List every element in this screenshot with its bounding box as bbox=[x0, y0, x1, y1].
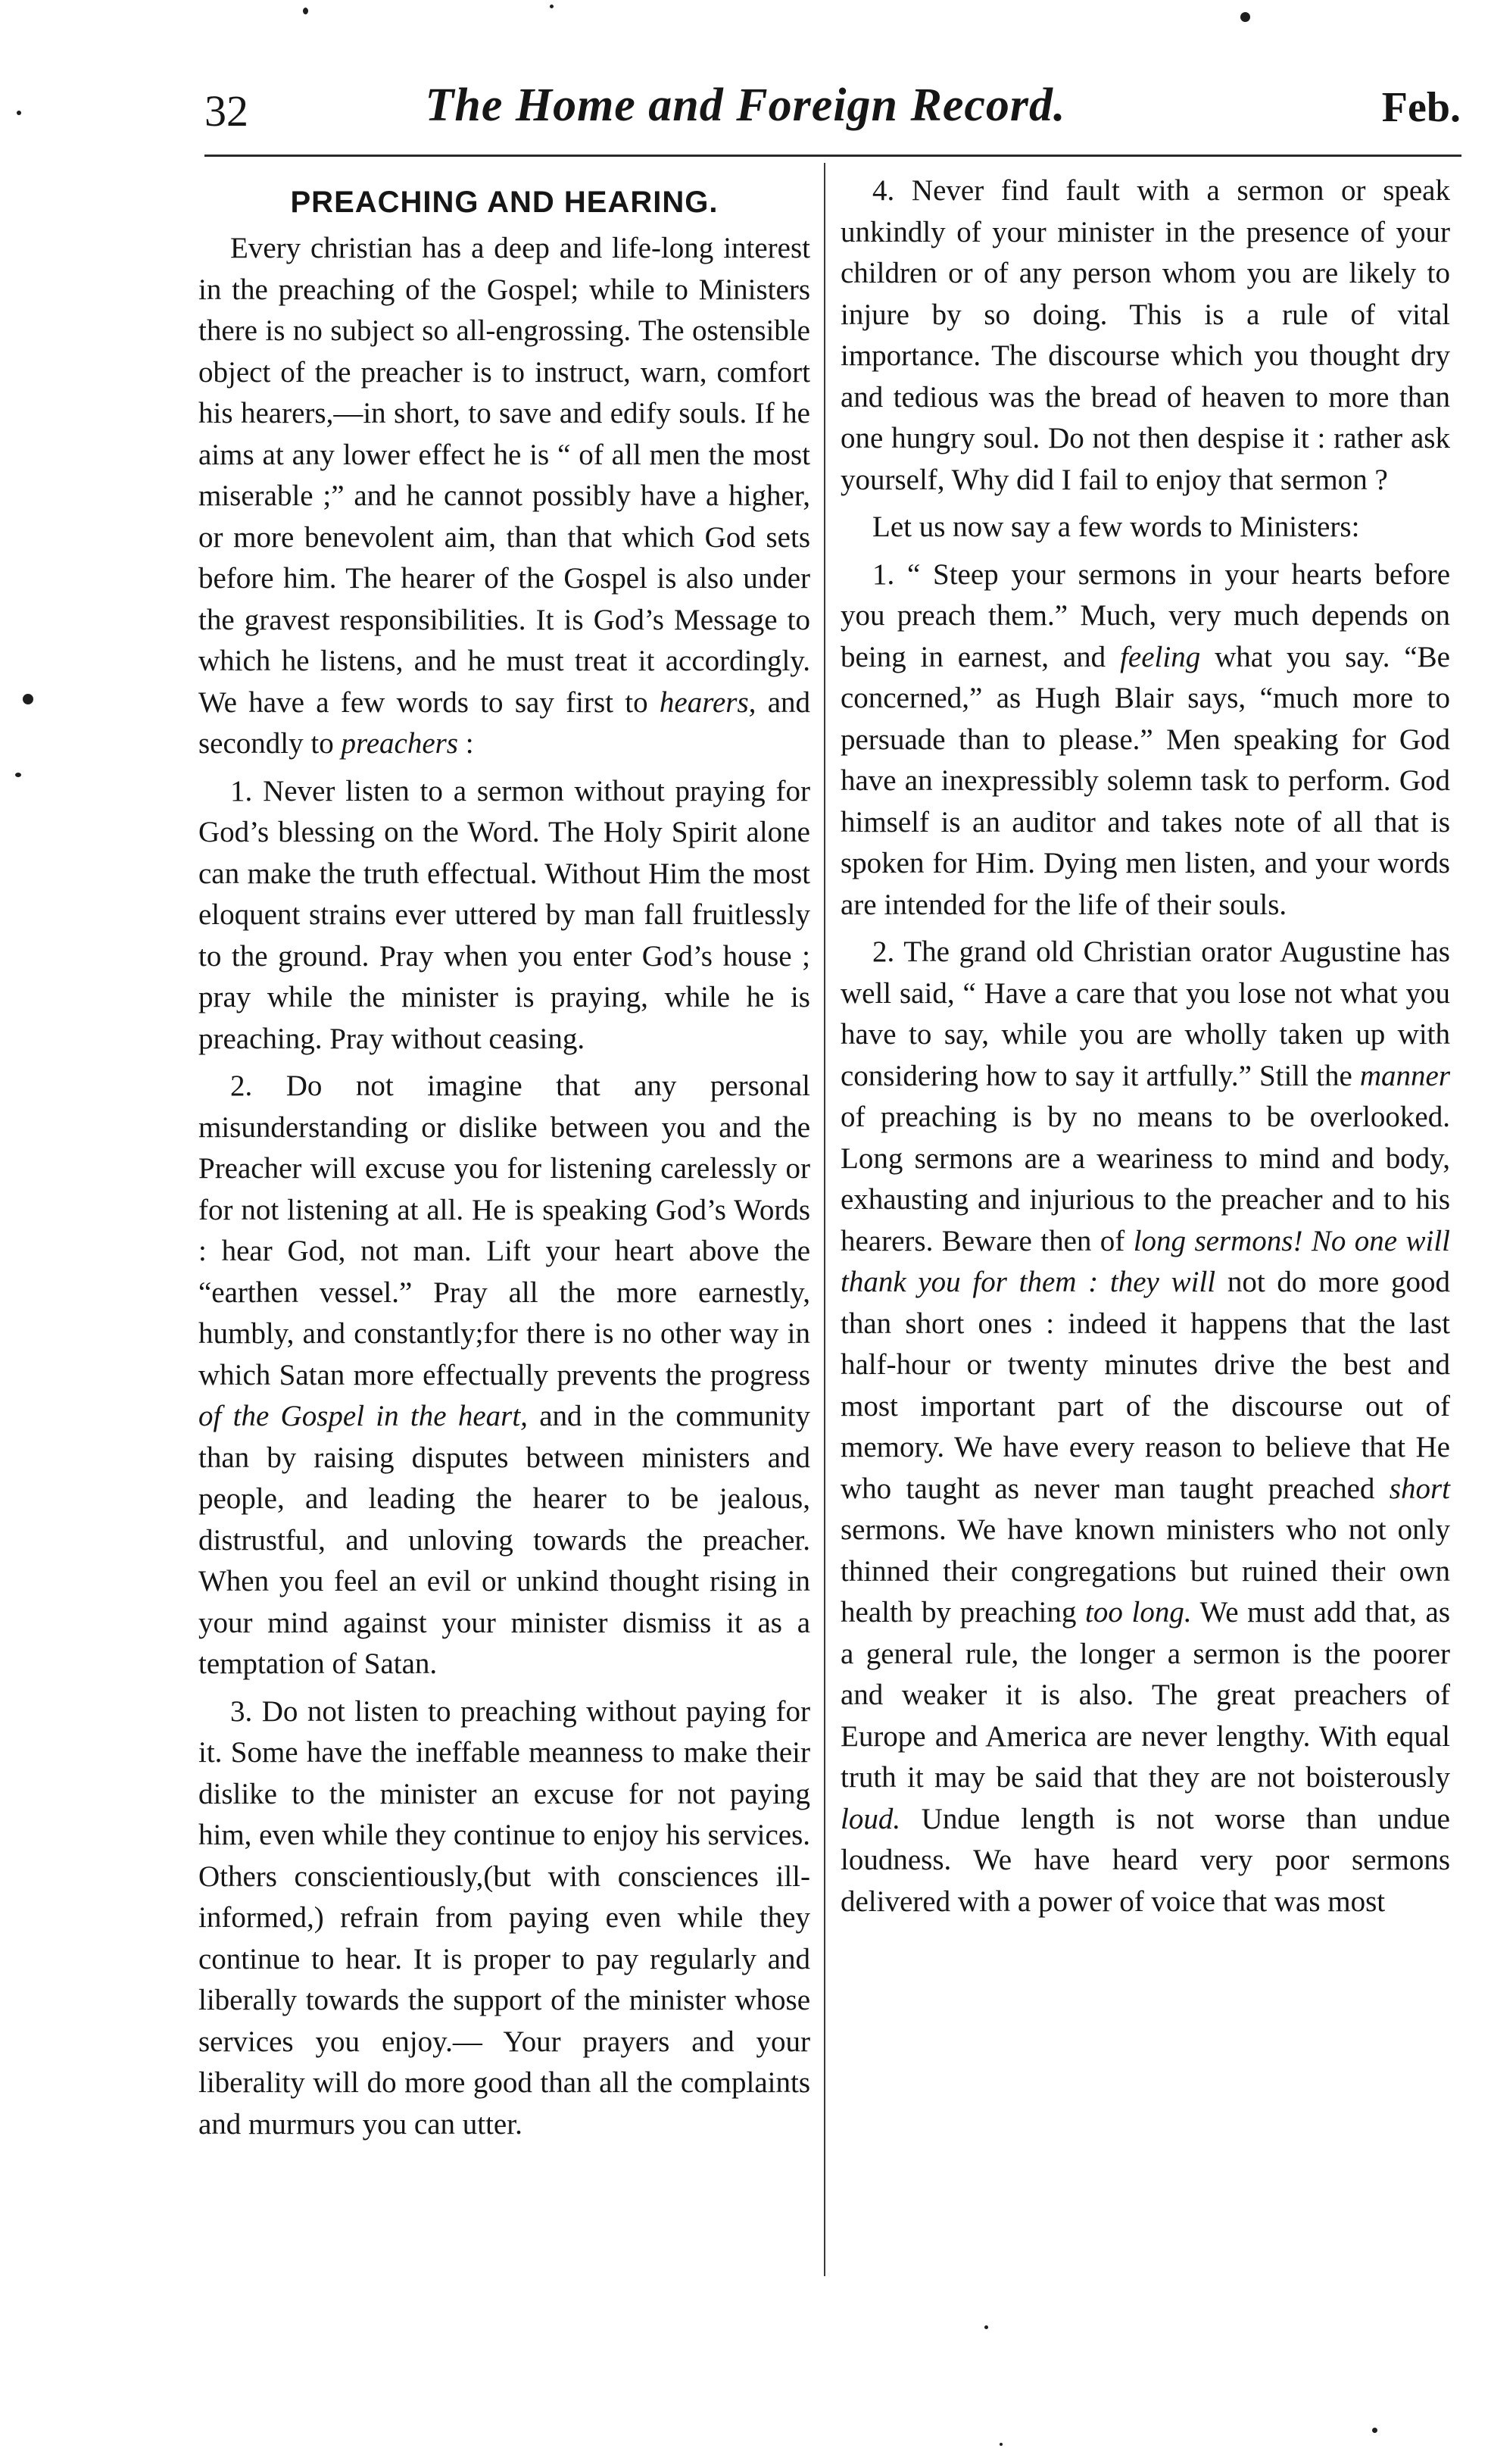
intro-text-2: and secondly to bbox=[198, 685, 811, 760]
m-rule-1-feeling: feeling bbox=[1120, 640, 1201, 673]
header-month: Feb. bbox=[1381, 84, 1461, 131]
m-rule-2-text-4: sermons. We have known ministers who not only thinned their congregations but ruined their own health by preaching bbox=[841, 1513, 1450, 1629]
ministers-rule-2 bbox=[841, 932, 1450, 1922]
m-rule-1-text: 1. “ Steep your sermons in your hearts before you preach them.” Much, very much depends on being in earnest, and bbox=[841, 557, 1450, 673]
ministers-rule-1 bbox=[841, 554, 1450, 926]
m-rule-2-too-long: too long. bbox=[1085, 1596, 1192, 1629]
m-rule-2-short: short bbox=[1389, 1472, 1450, 1505]
scan-speck bbox=[984, 2325, 988, 2329]
m-rule-2-text: 2. The grand old Christian orator Augustine has well said, “ Have a care that you lose not what you have to say, while you are wholly taken up with considering how to say it artfully.” Still the bbox=[841, 935, 1450, 1092]
m-rule-2-text-6: Undue length is not worse than undue loudness. We have heard very poor sermons delivered with a power of voice that was most bbox=[841, 1802, 1450, 1918]
m-rule-2-text-3: not do more good than short ones : indeed it happens that the last half-hour or twenty minutes drive the best and most important part of the discourse out of memory. We have every reason to believe that He who taught as never man taught preached bbox=[841, 1266, 1450, 1505]
scan-speck bbox=[15, 773, 21, 777]
scan-speck bbox=[1000, 2443, 1003, 2446]
m-rule-2-text-5: We must add that, as a general rule, the longer a sermon is the poorer and weaker it is also. The great preachers of Europe and America are never lengthy. With equal truth it may be said that they are not boisterously bbox=[841, 1596, 1451, 1794]
right-column bbox=[841, 170, 1450, 1922]
header-rule bbox=[204, 155, 1461, 157]
m-rule-2-manner: manner bbox=[1359, 1059, 1450, 1092]
intro-text: Every christian has a deep and life-long interest in the preaching of the Gospel; while to Ministers there is no subject so all-engrossing. The ostensible object of the preacher is to instruct, warn, comfort his hearers,—in short, to save and edify souls. If he aims at any lower effect he is “ of all men the most miserable ;” and he cannot possibly have a higher, or more benevolent aim, than that which God sets before him. The hearer of the Gospel is also under the gravest responsibilities. It is God’s Message to which he listens, and he must treat it accordingly. We have a few words to say first to bbox=[198, 232, 810, 719]
scan-speck bbox=[303, 8, 308, 14]
m-rule-2-loud: loud. bbox=[841, 1802, 901, 1835]
rule-2-text: 2. Do not imagine that any personal misunderstanding or dislike between you and the Preacher will excuse you for listening carelessly or for not listening at all. He is speaking God’s Words : hear God, not man. Lift your heart above the “earthen vessel.” Pray all the more earnestly, humbly, and constantly;for there is no other way in which Satan more effectually prevents the progress bbox=[198, 1070, 810, 1391]
scan-speck bbox=[23, 694, 33, 704]
m-rule-2-long-sermons: long sermons! No one will thank you for them : they will bbox=[841, 1224, 1451, 1298]
intro-hearers: hearers, bbox=[659, 685, 756, 719]
running-title: The Home and Foreign Record. bbox=[425, 80, 1066, 131]
column-divider bbox=[824, 163, 825, 2276]
intro-preachers: preachers bbox=[341, 727, 458, 760]
m-rule-2-text-2: of preaching is by no means to be overlooked. Long sermons are a weariness to mind and body, exhausting and injurious to the preacher and to his hearers. Beware then of bbox=[841, 1101, 1450, 1257]
hearers-rule-2 bbox=[198, 1066, 810, 1685]
ministers-intro: Let us now say a few words to Ministers: bbox=[872, 511, 1360, 543]
article-title: PREACHING AND HEARING. bbox=[290, 186, 719, 219]
page-number: 32 bbox=[204, 86, 248, 136]
rule-2-text-2: and in the community than by raising disputes between ministers and people, and leading the hearer to be jealous, distrustful, and unloving towards the preacher. When you feel an evil or unkind thought rising in your mind against your minister dismiss it as a temptation of Satan. bbox=[198, 1400, 810, 1680]
hearers-rule-3: 3. Do not listen to preaching without paying for it. Some have the ineffable meanness to make their dislike to the minister an excuse for not paying him, even while they continue to enjoy his services. Others conscientiously,(but with consciences ill-informed,) refrain from paying even while they continue to hear. It is proper to pay regularly and liberally towards the support of the minister whose services you enjoy.— Your prayers and your liberality will do more good than all the complaints and murmurs you can utter. bbox=[198, 1694, 810, 2141]
scan-speck bbox=[1240, 12, 1250, 22]
scan-speck bbox=[17, 111, 21, 115]
intro-paragraph bbox=[198, 228, 810, 765]
scan-speck bbox=[1372, 2428, 1377, 2433]
hearers-rule-4: 4. Never find fault with a sermon or speak unkindly of your minister in the presence of your children or of any person whom you are likely to injure by so doing. This is a rule of vital importance. The discourse which you thought dry and tedious was the bread of heaven to more than one hungry soul. Do not then despise it : rather ask yourself, Why did I fail to enjoy that sermon ? bbox=[841, 174, 1450, 496]
hearers-rule-1: 1. Never listen to a sermon without praying for God’s blessing on the Word. The Holy Spirit alone can make the truth effectual. Without Him the most eloquent strains ever uttered by man fall fruitlessly to the ground. Pray when you enter God’s house ; pray while the minister is praying, while he is preaching. Pray without ceasing. bbox=[198, 774, 810, 1055]
rule-2-italic: of the Gospel in the heart, bbox=[198, 1400, 528, 1432]
m-rule-1-text-2: what you say. “Be concerned,” as Hugh Blair says, “much more to persuade than to please.” Men speaking for God have an inexpressibly solemn task to perform. God himself is an auditor and takes note of all that is spoken for Him. Dying men listen, and your words are intended for the life of their souls. bbox=[841, 640, 1450, 921]
intro-text-3: : bbox=[457, 727, 474, 760]
scan-speck bbox=[550, 5, 554, 8]
left-column bbox=[198, 170, 810, 2145]
